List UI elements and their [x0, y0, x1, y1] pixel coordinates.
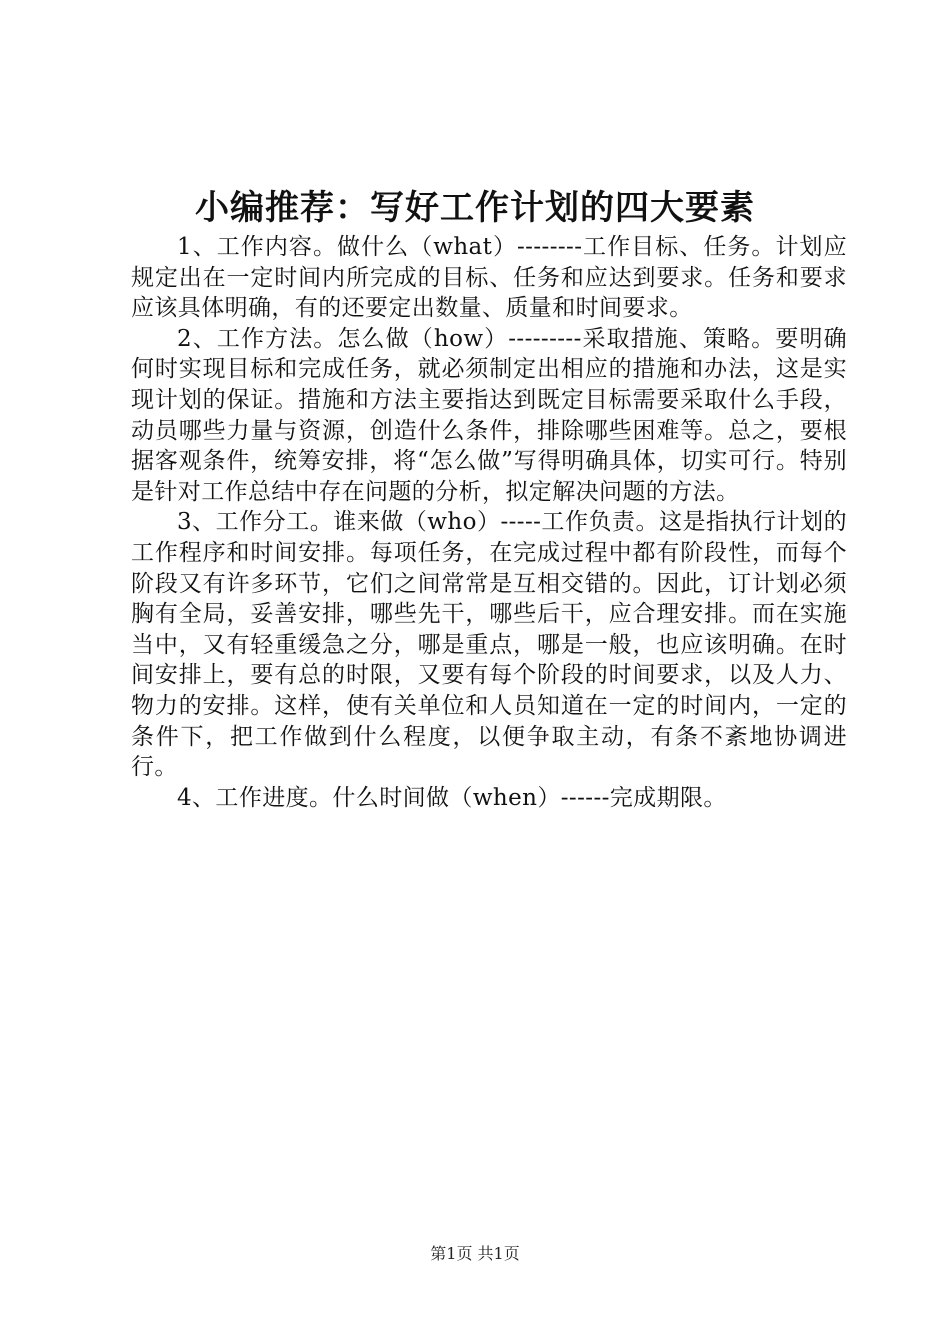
paragraph-work-content: 1、工作内容。做什么（what）--------工作目标、任务。计划应规定出在一定时间内所完成的目标、任务和应达到要求。任务和要求应该具体明确，有的还要定出数量、质量和时间要求。 — [131, 234, 847, 322]
document-title: 小编推荐：写好工作计划的四大要素 — [195, 188, 755, 228]
paragraph-work-schedule: 4、工作进度。什么时间做（when）------完成期限。 — [177, 784, 727, 811]
paragraph-work-division: 3、工作分工。谁来做（who）-----工作负责。这是指执行计划的工作程序和时间安排。每项任务，在完成过程中都有阶段性，而每个阶段又有许多环节，它们之间常常是互相交错的。因此，订计划必须胸有全局，妥善安排，哪些先干，哪些后干，应合理安排。而在实施当中，又有轻重缓急之分，哪是重点，哪是一般，也应该明确。在时间安排上，要有总的时限，又要有每个阶段的时间要求，以及人力、物力的安排。这样，使有关单位和人员知道在一定的时间内，一定的条件下，把工作做到什么程度，以便争取主动，有条不紊地协调进行。 — [131, 509, 847, 781]
paragraph-work-method: 2、工作方法。怎么做（how）---------采取措施、策略。要明确何时实现目标和完成任务，就必须制定出相应的措施和办法，这是实现计划的保证。措施和方法主要指达到既定目标需要采取什么手段，动员哪些力量与资源，创造什么条件，排除哪些困难等。总之，要根据客观条件，统筹安排，将“怎么做”写得明确具体，切实可行。特别是针对工作总结中存在问题的分析，拟定解决问题的方法。 — [131, 325, 847, 505]
document-body — [131, 232, 847, 813]
page-footer: 第1页 共1页 — [430, 1244, 520, 1263]
